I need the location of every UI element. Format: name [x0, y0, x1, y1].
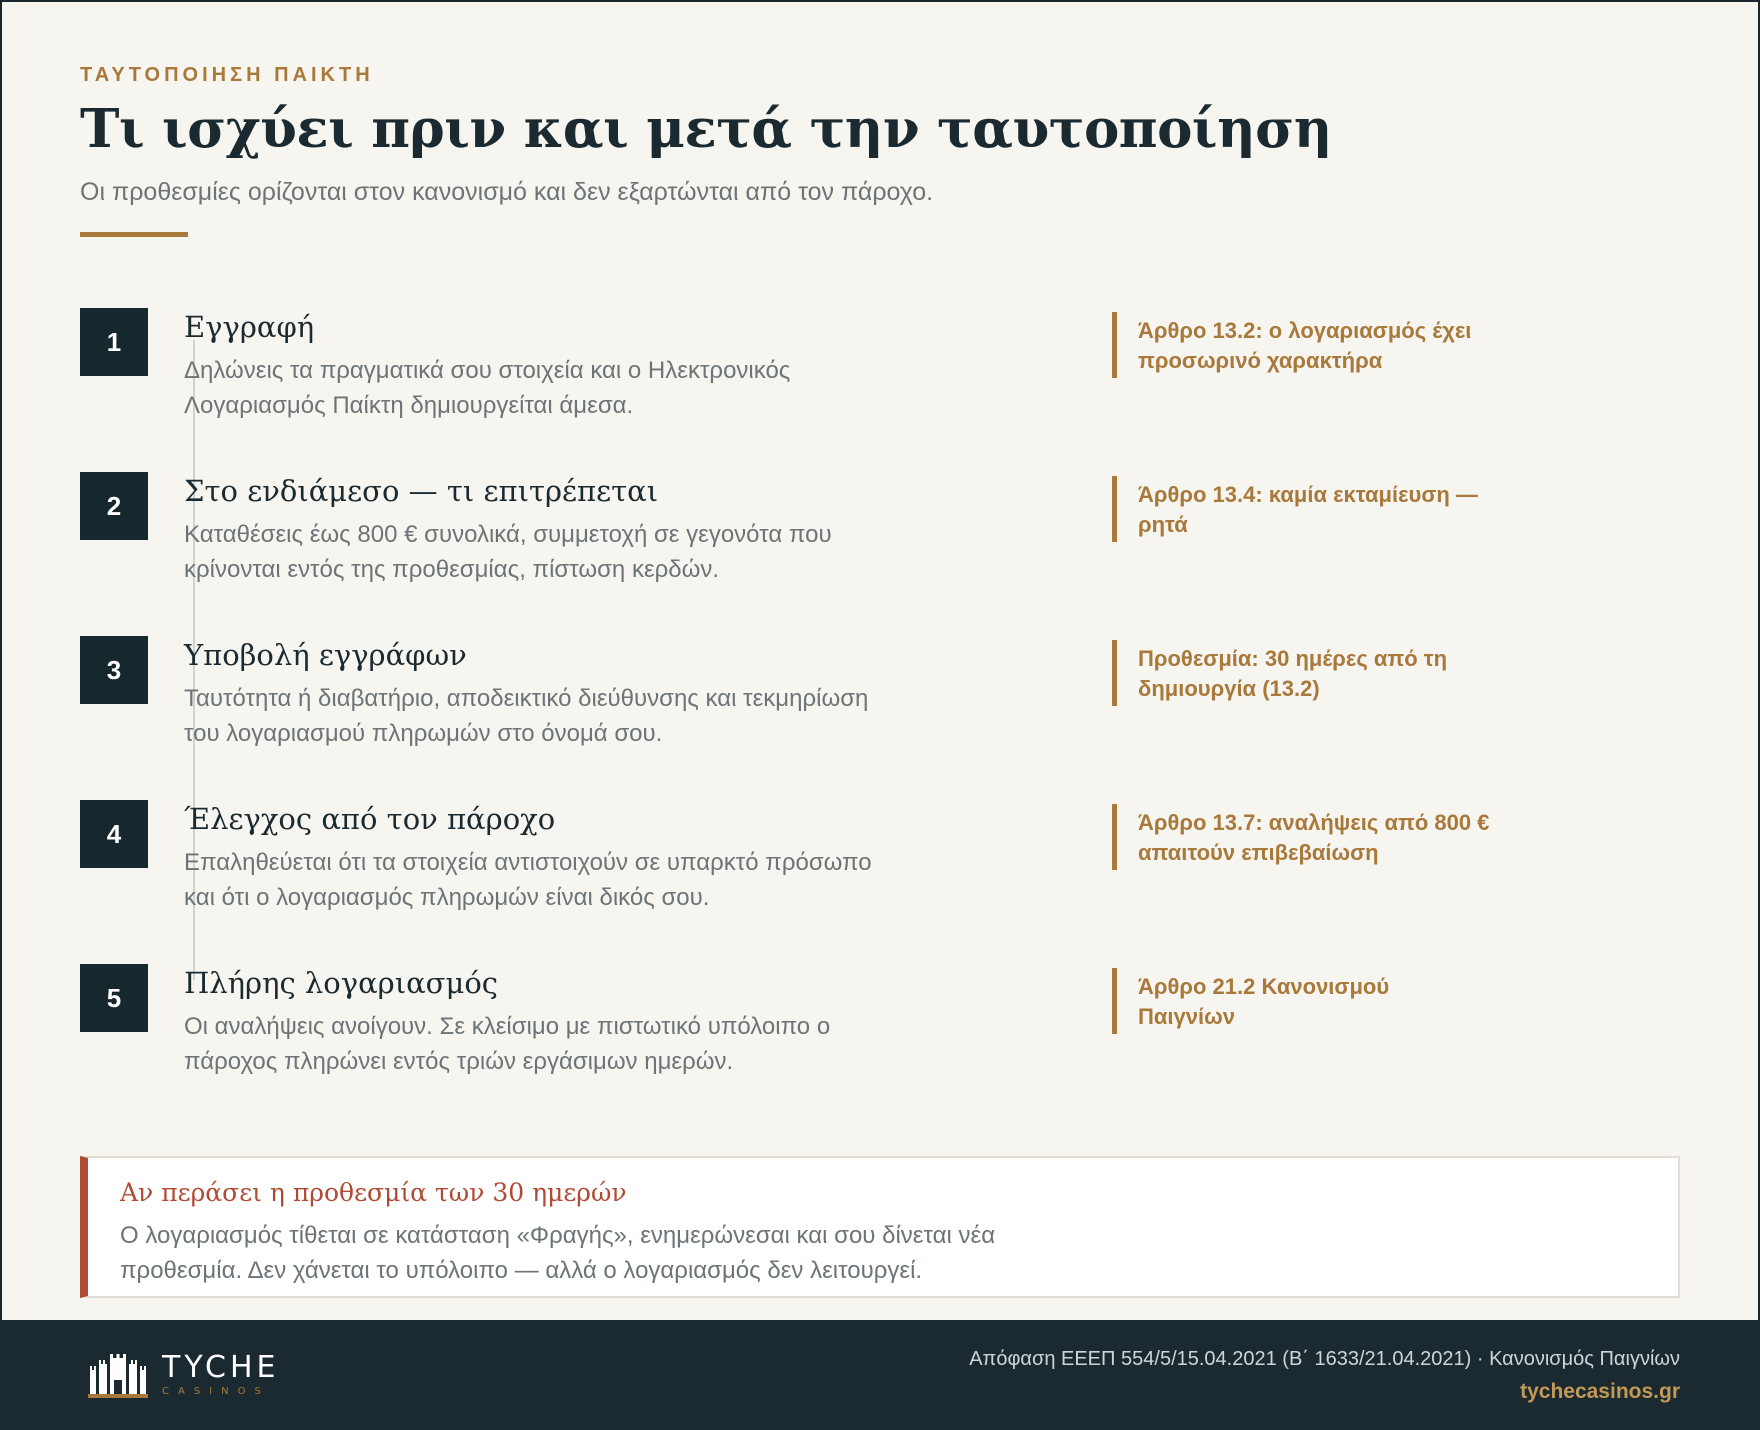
castle-icon [88, 1354, 148, 1398]
step-item [80, 472, 1680, 612]
step-title: Εγγραφή [184, 310, 315, 344]
step-number-badge: 1 [80, 308, 148, 376]
step-description: Καταθέσεις έως 800 € συνολικά, συμμετοχή σε γεγονότα που κρίνονται εντός της προθεσμίας, πίστωση κερδών. [184, 521, 832, 583]
footer-legal-reference: Απόφαση ΕΕΕΠ 554/5/15.04.2021 (Β΄ 1633/21.04.2021) · Κανονισμός Παιγνίων [969, 1348, 1680, 1370]
deadline-warning-box [80, 1156, 1680, 1298]
step-regulation-note: Άρθρο 21.2 Κανονισμού Παιγνίων [1112, 968, 1492, 1034]
step-regulation-note: Άρθρο 13.2: ο λογαριασμός έχει προσωρινό χαρακτήρα [1112, 312, 1492, 378]
footer [0, 1320, 1760, 1430]
accent-rule [80, 232, 188, 237]
logo-subtitle: CASINOS [162, 1386, 270, 1397]
page-title: Τι ισχύει πριν και μετά την ταυτοποίηση [80, 98, 1332, 160]
step-description: Επαληθεύεται ότι τα στοιχεία αντιστοιχούν σε υπαρκτό πρόσωπο και ότι ο λογαριασμός πληρωμών είναι δικός σου. [184, 849, 872, 911]
step-regulation-note: Άρθρο 13.7: αναλήψεις από 800 € απαιτούν επιβεβαίωση [1112, 804, 1492, 870]
step-number-badge: 5 [80, 964, 148, 1032]
step-title: Πλήρης λογαριασμός [184, 966, 499, 1000]
eyebrow-label: ΤΑΥΤΟΠΟΙΗΣΗ ΠΑΙΚΤΗ [80, 64, 374, 86]
step-description: Δηλώνεις τα πραγματικά σου στοιχεία και ο Ηλεκτρονικός Λογαριασμός Παίκτη δημιουργείται άμεσα. [184, 357, 791, 419]
step-regulation-note: Προθεσμία: 30 ημέρες από τη δημιουργία (13.2) [1112, 640, 1492, 706]
warning-title: Αν περάσει η προθεσμία των 30 ημερών [120, 1178, 627, 1207]
step-item [80, 964, 1680, 1104]
page-subtitle: Οι προθεσμίες ορίζονται στον κανονισμό και δεν εξαρτώνται από τον πάροχο. [80, 178, 934, 206]
step-number-badge: 2 [80, 472, 148, 540]
step-title: Υποβολή εγγράφων [184, 638, 467, 672]
tyche-logo [88, 1350, 280, 1399]
step-description: Οι αναλήψεις ανοίγουν. Σε κλείσιμο με πιστωτικό υπόλοιπο ο πάροχος πληρώνει εντός τριών εργάσιμων ημερών. [184, 1013, 831, 1075]
step-regulation-note: Άρθρο 13.4: καμία εκταμίευση — ρητά [1112, 476, 1492, 542]
step-number-badge: 4 [80, 800, 148, 868]
step-title: Στο ενδιάμεσο — τι επιτρέπεται [184, 474, 659, 508]
step-item [80, 800, 1680, 940]
step-item [80, 308, 1680, 448]
warning-text: Ο λογαριασμός τίθεται σε κατάσταση «Φραγής», ενημερώνεσαι και σου δίνεται νέα προθεσμία. Δεν χάνεται το υπόλοιπο — αλλά ο λογαριασμός δεν λειτουργεί. [120, 1222, 996, 1284]
step-item [80, 636, 1680, 776]
step-description: Ταυτότητα ή διαβατήριο, αποδεικτικό διεύθυνσης και τεκμηρίωση του λογαριασμού πληρωμών στο όνομά σου. [184, 685, 869, 747]
step-title: Έλεγχος από τον πάροχο [184, 802, 556, 836]
logo-wordmark [162, 1350, 280, 1399]
footer-website-link[interactable]: tychecasinos.gr [1520, 1380, 1680, 1403]
step-number-badge: 3 [80, 636, 148, 704]
logo-name: TYCHE [162, 1350, 280, 1385]
